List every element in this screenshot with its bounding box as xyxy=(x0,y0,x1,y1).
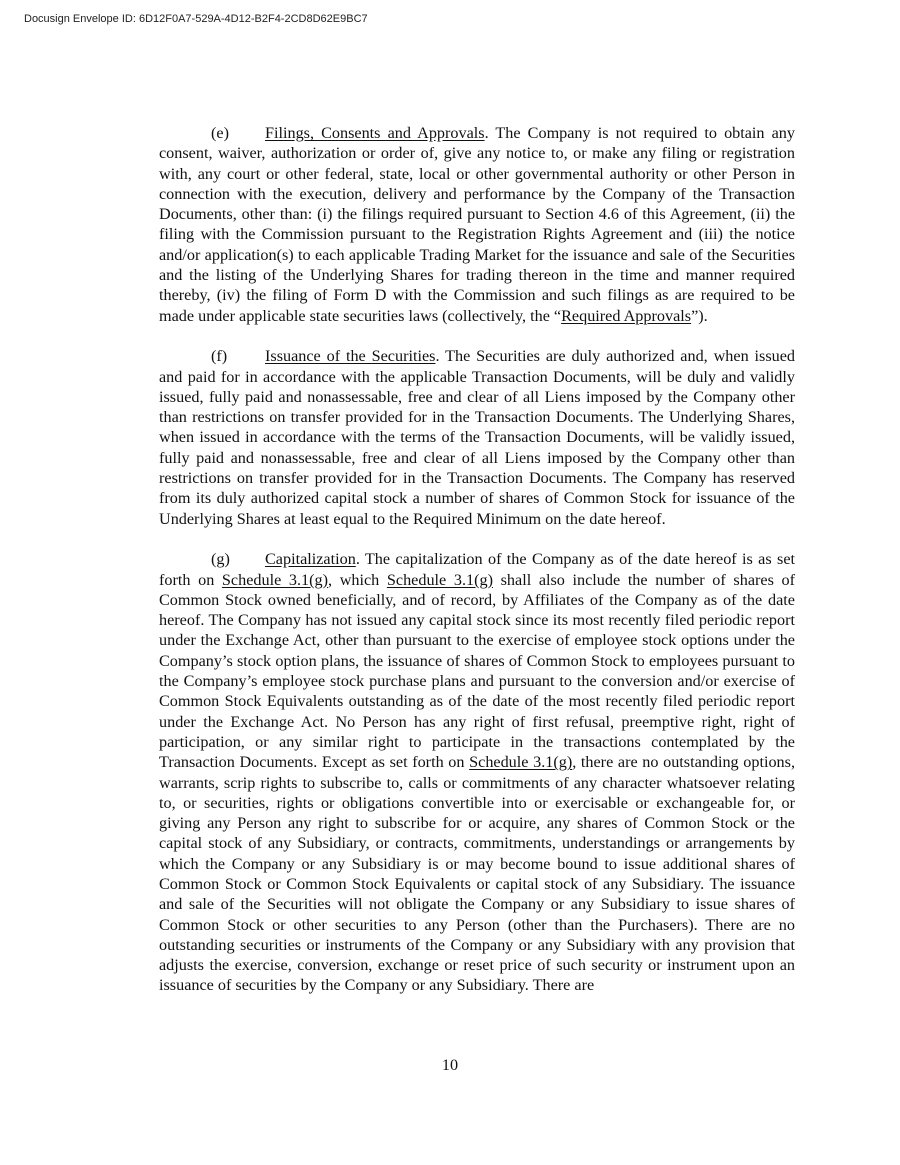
paragraph-label: (f) xyxy=(211,347,228,366)
paragraph-heading: Capitalization xyxy=(265,550,356,569)
schedule-reference: Schedule 3.1(g) xyxy=(221,570,329,589)
paragraph-text: . The capitalization of the Company as of the date hereof is as set forth on xyxy=(159,550,795,589)
paragraph-text: ”). xyxy=(691,306,708,325)
paragraph-text: , there are no outstanding options, warrants, scrip rights to subscribe to, calls or commitments of any character whatsoever relating to, or securities, rights or obligations convertible into or exercisable or exchangeable for, or giving any Person any right to subscribe for or acquire, any shares of Common Stock or the capital stock of any Subsidiary, or contracts, commitments, understandings or arrangements by which the Company or any Subsidiary is or may become bound to issue additional shares of Common Stock or Common Stock Equivalents or capital stock of any Subsidiary. The issuance and sale of the Securities will not obligate the Company or any Subsidiary to issue shares of Common Stock or other securities to any Person (other than the Purchasers). There are no outstanding securities or instruments of the Company or any Subsidiary with any provision that adjusts the exercise, conversion, exchange or reset price of such security or instrument upon an issuance of securities by the Company or any Subsidiary. There are xyxy=(159,753,795,995)
paragraph-text: . The Company is not required to obtain any consent, waiver, authorization or order of, give any notice to, or make any filing or registration with, any court or other federal, state, local or other governmental authority or other Person in connection with the execution, delivery and performance by the Company of the Transaction Documents, other than: (i) the filings required pursuant to Section 4.6 of this Agreement, (ii) the filing with the Commission pursuant to the Registration Rights Agreement and (iii) the notice and/or application(s) to each applicable Trading Market for the issuance and sale of the Securities and the listing of the Underlying Shares for trading thereon in the time and manner required thereby, (iv) the filing of Form D with the Commission and such filings as are required to be made under applicable state securities laws (collectively, the “ xyxy=(159,124,795,325)
document-body xyxy=(159,123,795,1016)
paragraph-text: shall also include the number of shares of Common Stock owned beneficially, and of record, by Affiliates of the Company as of the date hereof. The Company has not issued any capital stock since its most recently filed periodic report under the Exchange Act, other than pursuant to the exercise of employee stock options under the Company’s stock option plans, the issuance of shares of Common Stock to employees pursuant to the Company’s employee stock purchase plans and pursuant to the conversion and/or exercise of Common Stock Equivalents outstanding as of the date of the most recently filed periodic report under the Exchange Act. No Person has any right of first refusal, preemptive right, right of participation, or any similar right to participate in the transactions contemplated by the Transaction Documents. Except as set forth on xyxy=(159,570,795,772)
paragraph-text: , which xyxy=(328,570,387,589)
paragraph-label: (g) xyxy=(211,550,230,569)
paragraph-e xyxy=(159,123,795,326)
paragraph-heading: Filings, Consents and Approvals xyxy=(265,124,485,142)
paragraph-label: (e) xyxy=(211,124,229,142)
paragraph-text: . The Securities are duly authorized and, when issued and paid for in accordance with the applicable Transaction Documents, will be duly and validly issued, fully paid and nonassessable, free and clear of all Liens imposed by the Company other than restrictions on transfer provided for in the Transaction Documents. The Underlying Shares, when issued in accordance with the terms of the Transaction Documents, will be validly issued, fully paid and nonassessable, free and clear of all Liens imposed by the Company other than restrictions on transfer provided for in the Transaction Documents. The Company has reserved from its duly authorized capital stock a number of shares of Common Stock for issuance of the Underlying Shares at least equal to the Required Minimum on the date hereof. xyxy=(159,347,795,528)
envelope-id-header: Docusign Envelope ID: 6D12F0A7-529A-4D12-B2F4-2CD8D62E9BC7 xyxy=(24,13,368,25)
page-number: 10 xyxy=(441,1056,459,1074)
paragraph-g xyxy=(159,549,795,996)
schedule-reference: Schedule 3.1(g) xyxy=(469,753,573,772)
paragraph-f xyxy=(159,346,795,529)
defined-term: Required Approvals xyxy=(561,306,692,325)
schedule-reference: Schedule 3.1(g) xyxy=(386,570,493,589)
paragraph-heading: Issuance of the Securities xyxy=(265,347,436,366)
